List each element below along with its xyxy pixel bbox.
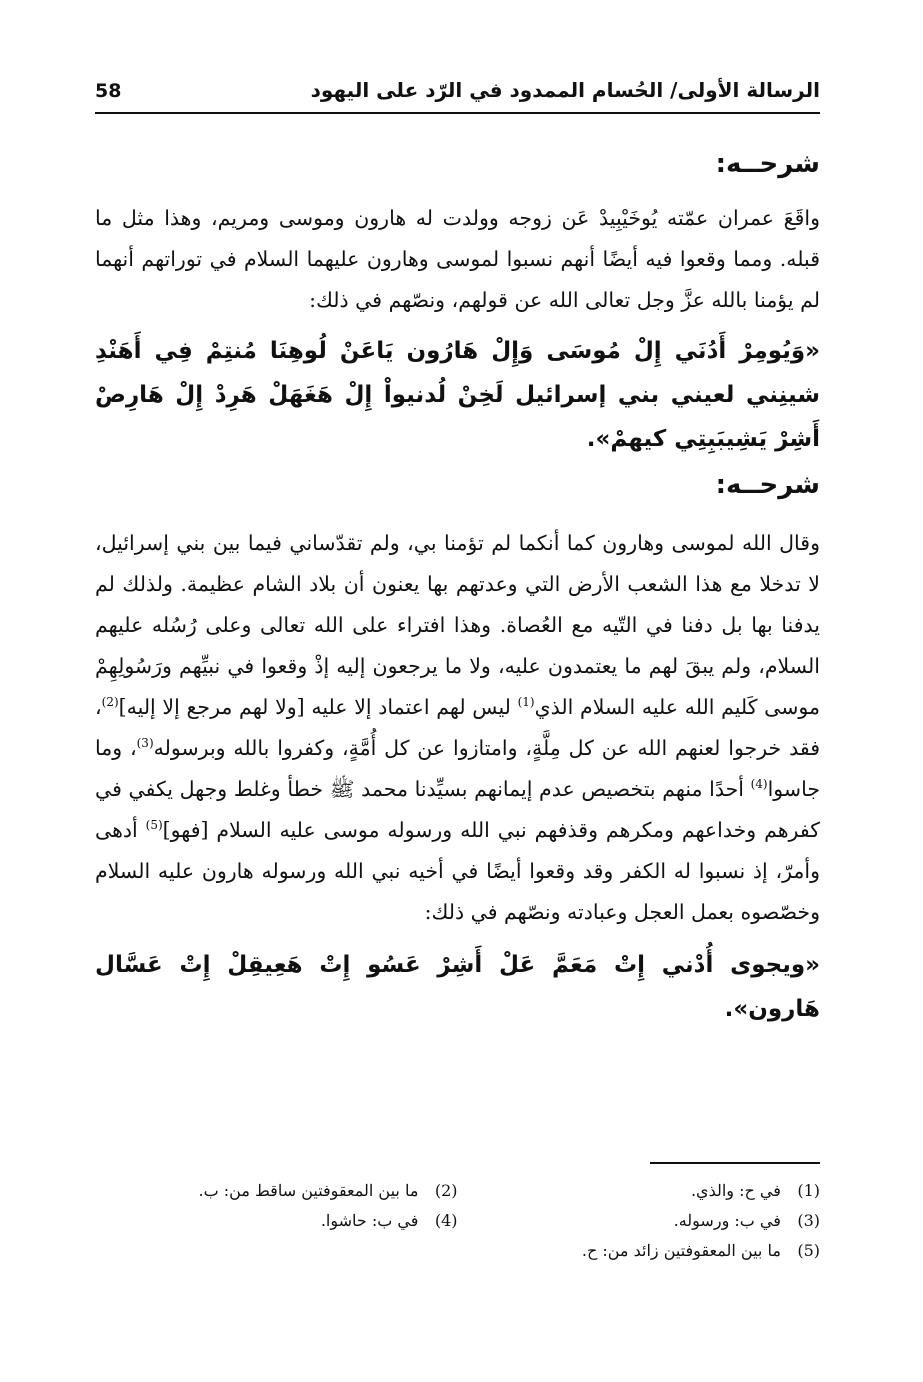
footnote-text: في ح: والذي. [690, 1181, 781, 1200]
footnote-1 [458, 1176, 821, 1206]
footnote-row [95, 1176, 820, 1206]
page-number: 58 [95, 80, 122, 102]
footnote-number: (2) [434, 1181, 458, 1200]
footnote-row [95, 1236, 820, 1266]
scripture-quote-2: «ويجوى أُدْني إِتْ مَعَمَّ عَلْ أَشِرْ عَسُو إِتْ هَعِيقِلْ إِتْ عَسَّال هَارون». [95, 952, 820, 1022]
footnote-ref-2[interactable]: (2) [101, 695, 119, 710]
footnote-row [95, 1206, 820, 1236]
paragraph-2-part-b: ليس لهم اعتماد إلا عليه [ولا لهم مرجع إلا إليه] [118, 695, 518, 719]
paragraph-1: واقَعَ عمران عمّته يُوخَيْبِيدْ عَن زوجه وولدت له هارون وموسى ومريم، وهذا مثل ما قبله. ومما وقعوا فيه أيضًا أنهم نسبوا لموسى وهارون عليهما السلام في توراتهم أنهما لم يؤمنا بالله عزَّ وجل تعالى الله عن قولهم، ونصّهم في ذلك: [95, 206, 820, 312]
paragraph-2-part-e: أحدًا منهم بتخصيص عدم إيمانهم بسيِّدنا محمد ﷺ خطأ وغلط وجهل يكفي في كفرهم وخداعهم ومكرهم وقذفهم نبي الله ورسوله موسى عليه السلام [فهو] [95, 777, 820, 842]
paragraph-2 [95, 523, 820, 933]
footnote-4 [95, 1206, 458, 1236]
footnote-number: (4) [434, 1211, 458, 1230]
paragraph-2-part-a: وقال الله لموسى وهارون كما أنكما لم تؤمنا بي، ولم تقدّساني فيما بين بني إسرائيل، لا تدخلا مع هذا الشعب الأرض التي وعدتهم بها يعنون أن بلاد الشام عظيمة. ولذلك لم يدفنا بها بل دفنا في التّيه مع العُصاة. وهذا افتراء على الله تعالى وعلى رُسُله عليهم السلام، ولم يبقَ لهم ما يعتمدون عليه، ولا ما يرجعون إليه إذْ وقعوا في نبيِّهم ورَسُولِهِمْ موسى كَليم الله عليه السلام الذي [95, 531, 820, 719]
scripture-quote-1: «وَيُومِرْ أَدُنَي إِلْ مُوسَى وَإِلْ هَارُون يَاعَنْ لُوهِنَا مُنتِمْ فِي أَهَنْدِ شينِني لعيني بني إسرائيل لَخِنْ لُدنيواْ إِلْ هَغَهَلْ هَرِدْ إِلْ هَارِصْ أَشِرْ يَشِيبَبِتِي كيهمْ». [95, 338, 820, 452]
footnote-ref-1[interactable]: (1) [517, 695, 535, 710]
footnote-text: في ب: ورسوله. [673, 1211, 781, 1230]
section-heading-2: شرحــه: [715, 470, 820, 500]
footnote-text: ما بين المعقوفتين ساقط من: ب. [198, 1181, 419, 1200]
footnotes [95, 1176, 820, 1266]
section-heading-1: شرحــه: [715, 149, 820, 179]
running-title: الرسالة الأولى/ الحُسام الممدود في الرّد على اليهود [310, 78, 820, 102]
book-page [95, 78, 820, 1298]
paragraph-2-part-c: ، فقد خرجوا لعنهم الله عن كل مِلَّةٍ، وامتازوا عن كل أُمَّةٍ، وكفروا بالله وبرسوله [95, 695, 821, 760]
running-header [95, 78, 820, 114]
footnote-number: (1) [797, 1181, 820, 1200]
footnote-ref-5[interactable]: (5) [145, 818, 163, 833]
footnote-number: (3) [797, 1211, 820, 1230]
footnote-number: (5) [797, 1241, 820, 1260]
footnote-ref-4[interactable]: (4) [750, 777, 768, 792]
footnote-2 [95, 1176, 458, 1206]
footnote-3 [458, 1206, 821, 1236]
footnote-text: في ب: حاشوا. [320, 1211, 419, 1230]
paragraph-2-part-f: أدهى وأمرّ، إذ نسبوا له الكفر وقد وقعوا أيضًا في أخيه نبي الله ورسوله هارون عليه السلام وخصّصوه بعمل العجل وعبادته ونصّهم في ذلك: [95, 818, 820, 924]
footnote-ref-3[interactable]: (3) [136, 736, 154, 751]
paragraph-2-part-d: ، وما جاسوا [95, 736, 820, 801]
footnote-separator [650, 1162, 820, 1164]
footnote-text: ما بين المعقوفتين زائد من: ح. [581, 1241, 781, 1260]
footnote-5 [440, 1236, 820, 1266]
